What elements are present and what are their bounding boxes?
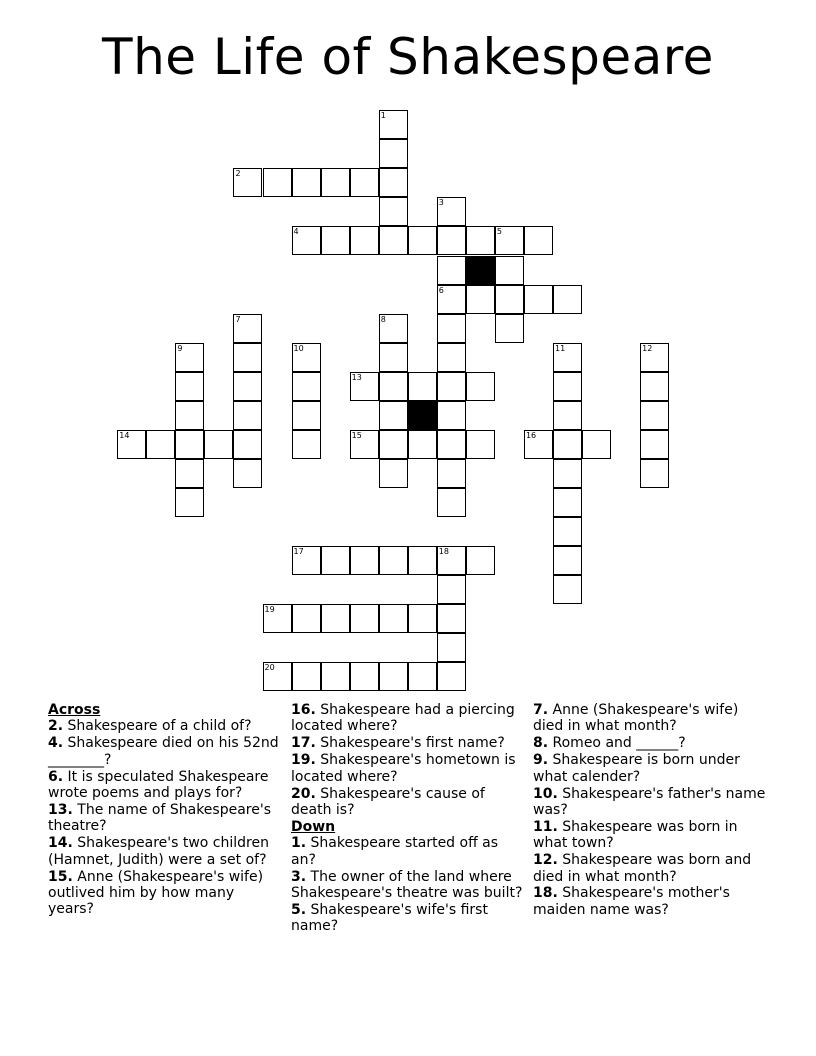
grid-square[interactable] (263, 604, 292, 633)
grid-square[interactable] (553, 343, 582, 372)
grid-square[interactable] (437, 575, 466, 604)
grid-square[interactable] (408, 604, 437, 633)
clue-item (533, 819, 769, 852)
grid-square[interactable] (379, 197, 408, 226)
clue-number: 12 (642, 343, 653, 353)
grid-square[interactable] (495, 256, 524, 285)
clue-item (48, 735, 280, 768)
clue-number: 8 (380, 314, 386, 324)
clue-item (291, 702, 527, 735)
clue-item (533, 735, 769, 751)
clue-text: Anne (Shakespeare's wife) outlived him by how many years? (48, 868, 264, 918)
grid-square[interactable] (640, 343, 669, 372)
clue-number-label: 2. (48, 718, 64, 735)
grid-square[interactable] (292, 343, 321, 372)
grid-square[interactable] (321, 662, 350, 691)
clue-text: It is speculated Shakespeare wrote poems and plays for? (48, 768, 269, 802)
grid-square[interactable] (553, 285, 582, 314)
grid-square[interactable] (233, 372, 262, 401)
grid-square[interactable] (379, 139, 408, 168)
clue-number-label: 10. (533, 785, 558, 802)
clue-text: Shakespeare's two children (Hamnet, Judith) were a set of? (48, 835, 269, 868)
grid-square[interactable] (553, 459, 582, 488)
grid-square[interactable] (524, 285, 553, 314)
grid-square[interactable] (292, 604, 321, 633)
grid-square[interactable] (379, 168, 408, 197)
clue-number-label: 8. (533, 735, 549, 752)
grid-square[interactable] (437, 604, 466, 633)
clue-number: 11 (555, 343, 566, 353)
grid-square[interactable] (582, 430, 611, 459)
grid-square[interactable] (350, 430, 379, 459)
grid-square[interactable] (553, 430, 582, 459)
clue-number-label: 5. (291, 901, 307, 918)
grid-square[interactable] (437, 488, 466, 517)
grid-square[interactable] (466, 430, 495, 459)
clue-column-3 (533, 702, 769, 919)
grid-square[interactable] (466, 372, 495, 401)
grid-square[interactable] (292, 372, 321, 401)
grid-square[interactable] (350, 604, 379, 633)
grid-square[interactable] (233, 401, 262, 430)
grid-square[interactable] (321, 226, 350, 255)
grid-square[interactable] (350, 372, 379, 401)
grid-square[interactable] (408, 546, 437, 575)
clue-number: 3 (438, 198, 444, 208)
clue-number: 15 (351, 430, 362, 440)
grid-square[interactable] (292, 168, 321, 197)
grid-square[interactable] (553, 488, 582, 517)
clue-number-label: 9. (533, 752, 549, 769)
grid-square[interactable] (379, 343, 408, 372)
clue-item (533, 752, 769, 785)
clue-text: Shakespeare started off as an? (291, 835, 499, 868)
clue-number-label: 13. (48, 801, 73, 818)
down-heading: Down (291, 818, 336, 835)
grid-square[interactable] (175, 488, 204, 517)
clue-number-label: 1. (291, 835, 307, 852)
clue-item (48, 802, 280, 835)
grid-square[interactable] (437, 197, 466, 226)
clue-number: 4 (293, 227, 299, 237)
grid-square[interactable] (553, 401, 582, 430)
grid-square[interactable] (437, 662, 466, 691)
clue-column-1 (48, 702, 280, 918)
grid-square[interactable] (437, 401, 466, 430)
grid-square[interactable] (495, 314, 524, 343)
grid-square[interactable] (233, 459, 262, 488)
clue-column-2 (291, 702, 527, 935)
grid-square[interactable] (175, 401, 204, 430)
clue-text: Shakespeare died on his 52nd ________? (48, 735, 279, 768)
clue-number-label: 4. (48, 735, 64, 752)
clue-text: Shakespeare's first name? (320, 735, 505, 752)
grid-square[interactable] (437, 546, 466, 575)
clue-number: 19 (264, 605, 275, 615)
grid-square[interactable] (292, 546, 321, 575)
clue-number-label: 17. (291, 735, 316, 752)
grid-square[interactable] (292, 401, 321, 430)
clue-text: Shakespeare's wife's first name? (291, 901, 488, 935)
grid-square[interactable] (640, 459, 669, 488)
clue-text: The name of Shakespeare's theatre? (48, 801, 271, 835)
grid-square[interactable] (292, 662, 321, 691)
grid-square[interactable] (379, 226, 408, 255)
grid-square[interactable] (524, 226, 553, 255)
clue-text: Shakespeare was born and died in what month? (533, 852, 752, 885)
grid-square[interactable] (175, 459, 204, 488)
clue-text: Shakespeare's cause of death is? (291, 785, 485, 818)
clue-number: 2 (235, 169, 241, 179)
clue-number: 1 (380, 111, 386, 121)
grid-square[interactable] (379, 604, 408, 633)
grid-square[interactable] (292, 226, 321, 255)
grid-square[interactable] (437, 343, 466, 372)
grid-square[interactable] (175, 430, 204, 459)
clue-number: 13 (351, 372, 362, 382)
grid-square[interactable] (146, 430, 175, 459)
clue-text: Shakespeare's mother's maiden name was? (533, 885, 730, 918)
clue-text: The owner of the land where Shakespeare's theatre was built? (291, 868, 523, 901)
grid-square[interactable] (379, 546, 408, 575)
clue-text: Shakespeare's hometown is located where? (291, 752, 516, 785)
across-heading: Across (48, 702, 101, 718)
grid-square[interactable] (379, 314, 408, 343)
clue-text: Romeo and ______? (552, 735, 686, 752)
grid-square[interactable] (350, 546, 379, 575)
grid-square[interactable] (553, 372, 582, 401)
clue-number: 16 (525, 430, 537, 440)
grid-square[interactable] (350, 662, 379, 691)
clue-item (291, 752, 527, 785)
grid-square[interactable] (233, 343, 262, 372)
clue-number: 6 (438, 285, 444, 295)
clue-item (291, 735, 527, 751)
clue-text: Shakespeare was born in what town? (533, 818, 738, 852)
grid-square[interactable] (640, 430, 669, 459)
clue-item (48, 769, 280, 802)
grid-square[interactable] (321, 546, 350, 575)
grid-square[interactable] (263, 168, 292, 197)
grid-square[interactable] (437, 372, 466, 401)
grid-square[interactable] (437, 430, 466, 459)
clue-number-label: 11. (533, 818, 558, 835)
grid-square[interactable] (379, 401, 408, 430)
clue-text: Shakespeare's father's name was? (533, 785, 766, 818)
grid-square[interactable] (233, 430, 262, 459)
grid-square[interactable] (321, 168, 350, 197)
clue-number-label: 16. (291, 702, 316, 718)
clue-number: 7 (235, 314, 241, 324)
grid-square[interactable] (437, 459, 466, 488)
grid-square[interactable] (408, 372, 437, 401)
clue-item (48, 835, 280, 868)
grid-square[interactable] (379, 430, 408, 459)
grid-square[interactable] (495, 226, 524, 255)
grid-square[interactable] (437, 633, 466, 662)
grid-square[interactable] (350, 226, 379, 255)
grid-square[interactable] (204, 430, 233, 459)
clue-number-label: 3. (291, 868, 307, 885)
clue-number-label: 7. (533, 702, 549, 718)
blocked-square (466, 256, 495, 285)
grid-square[interactable] (379, 372, 408, 401)
grid-square[interactable] (437, 285, 466, 314)
clue-number: 10 (293, 343, 304, 353)
clue-item (291, 835, 527, 868)
clue-number: 17 (293, 547, 304, 556)
clue-number-label: 18. (533, 885, 558, 902)
grid-square[interactable] (292, 430, 321, 459)
clue-item (291, 786, 527, 819)
grid-square[interactable] (321, 604, 350, 633)
clue-text: Shakespeare of a child of? (67, 718, 252, 735)
grid-square[interactable] (379, 110, 408, 139)
grid-square[interactable] (233, 314, 262, 343)
clue-item (291, 902, 527, 935)
grid-square[interactable] (408, 430, 437, 459)
grid-square[interactable] (466, 285, 495, 314)
clue-number-label: 19. (291, 752, 316, 769)
grid-square[interactable] (233, 168, 262, 197)
grid-square[interactable] (350, 168, 379, 197)
clue-number: 20 (264, 663, 275, 673)
clue-item (533, 885, 769, 918)
clue-text: Anne (Shakespeare's wife) died in what month? (533, 702, 739, 735)
grid-square[interactable] (175, 343, 204, 372)
blocked-square (408, 401, 437, 430)
grid-square[interactable] (640, 401, 669, 430)
clue-number: 18 (438, 547, 449, 556)
clue-item (48, 869, 280, 918)
clue-number: 14 (119, 430, 130, 440)
clue-number: 9 (177, 343, 183, 353)
grid-square[interactable] (408, 662, 437, 691)
clue-item (533, 852, 769, 885)
grid-square[interactable] (379, 662, 408, 691)
clue-number-label: 20. (291, 785, 316, 802)
grid-square[interactable] (175, 372, 204, 401)
clue-item (533, 786, 769, 819)
grid-square[interactable] (640, 372, 669, 401)
grid-square[interactable] (437, 256, 466, 285)
grid-square[interactable] (117, 430, 146, 459)
grid-square[interactable] (466, 226, 495, 255)
clue-number-label: 6. (48, 768, 64, 785)
clue-text: Shakespeare had a piercing located where? (291, 702, 515, 735)
grid-square[interactable] (553, 546, 582, 575)
grid-square[interactable] (437, 226, 466, 255)
grid-square[interactable] (553, 517, 582, 546)
grid-square[interactable] (466, 546, 495, 575)
clue-item (48, 718, 280, 734)
grid-square[interactable] (408, 226, 437, 255)
puzzle-title: The Life of Shakespeare (102, 28, 714, 86)
clue-number-label: 14. (48, 835, 73, 852)
grid-square[interactable] (263, 662, 292, 691)
grid-square[interactable] (495, 285, 524, 314)
grid-square[interactable] (437, 314, 466, 343)
clue-item (533, 702, 769, 735)
grid-square[interactable] (524, 430, 553, 459)
grid-square[interactable] (553, 575, 582, 604)
clue-number: 5 (496, 227, 502, 237)
clue-item (291, 869, 527, 902)
clue-number-label: 15. (48, 868, 73, 885)
clue-number-label: 12. (533, 852, 558, 869)
clue-text: Shakespeare is born under what calender? (533, 752, 740, 785)
grid-square[interactable] (379, 459, 408, 488)
